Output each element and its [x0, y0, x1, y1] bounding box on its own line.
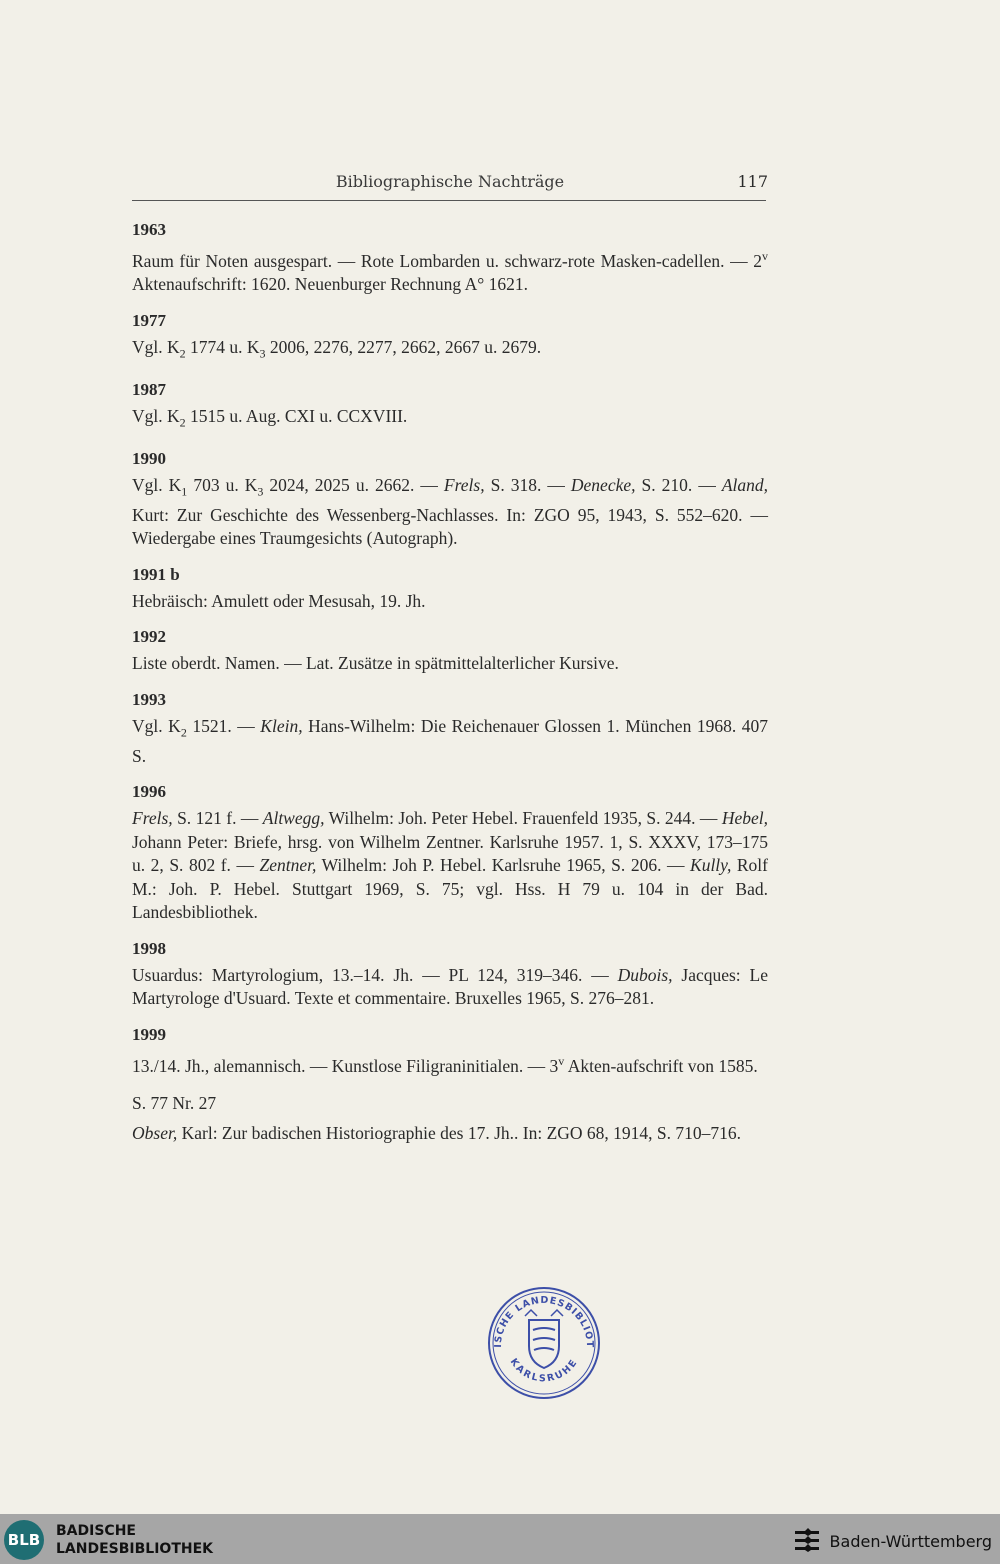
- addendum-text: [132, 1122, 768, 1146]
- header-title: Bibliographische Nachträge: [335, 172, 565, 191]
- text-run: Usuardus: Martyrologium, 13.–14. Jh. — PL 124, 319–346. —: [132, 964, 618, 985]
- addendum-heading: S. 77 Nr. 27: [132, 1093, 217, 1114]
- blb-logo-badge[interactable]: BLB: [4, 1520, 44, 1560]
- library-name-line1: BADISCHE: [56, 1523, 136, 1539]
- catalog-entry: [132, 939, 768, 1011]
- partner-name: Baden-Württemberg: [829, 1531, 992, 1551]
- author-name: Denecke,: [570, 474, 636, 495]
- svg-text:KARLSRUHE: [508, 1357, 581, 1385]
- text-run: Raum für Noten ausgespart. — Rote Lombarden u. schwarz-rote Masken-cadellen. — 2: [132, 250, 762, 271]
- script-mark: 3: [257, 484, 264, 499]
- header-rule: [132, 200, 766, 201]
- author-name: Dubois,: [617, 964, 673, 985]
- text-run: Akten-aufschrift von 1585.: [564, 1055, 758, 1076]
- entry-text: [132, 807, 768, 925]
- author-name: Klein,: [260, 715, 303, 736]
- catalog-entry: [132, 690, 768, 769]
- entry-number: 1991 b: [132, 564, 180, 584]
- author-name: Aland,: [721, 474, 769, 495]
- text-run: Hebräisch: Amulett oder Mesusah, 19. Jh.: [132, 590, 426, 611]
- text-run: Vgl. K: [132, 405, 180, 426]
- text-run: Vgl. K: [132, 336, 180, 357]
- text-run: Rolf M.: Joh. P. Hebel. Stuttgart 1969, S. 75; vgl. Hss. H 79 u. 104 in der Bad. Landesbibliothek.: [132, 855, 768, 923]
- text-run: Jacques: Le Martyrologe d'Usuard. Texte et commentaire. Bruxelles 1965, S. 276–281.: [132, 964, 768, 1009]
- text-run: Hans-Wilhelm: Die Reichenauer Glossen 1. München 1968. 407 S.: [132, 715, 769, 766]
- entry-number: 1996: [132, 782, 166, 802]
- entry-number: 1993: [132, 689, 166, 709]
- text-run: Karl: Zur badischen Historiographie des 17. Jh.. In: ZGO 68, 1914, S. 710–716.: [177, 1122, 742, 1143]
- entry-number: 1998: [132, 938, 166, 958]
- entry-text: [132, 715, 768, 769]
- text-run: 1774 u. K: [185, 336, 260, 357]
- entry-text: [132, 245, 768, 297]
- library-name[interactable]: [56, 1522, 213, 1558]
- catalog-entry: [132, 1025, 768, 1078]
- entry-number: 1990: [132, 448, 166, 468]
- text-run: 2006, 2276, 2277, 2662, 2667 u. 2679.: [265, 336, 542, 357]
- text-run: S. 210. —: [635, 474, 722, 495]
- text-run: Kurt: Zur Geschichte des Wessenberg-Nachlasses. In: ZGO 95, 1943, S. 552–620. — Wiedergabe eines Traumgesichts (Autograph).: [132, 504, 768, 549]
- entry-text: [132, 336, 768, 366]
- entry-text: [132, 652, 768, 676]
- entry-text: [132, 405, 768, 435]
- script-mark: v: [762, 249, 768, 263]
- entry-text: [132, 1050, 768, 1078]
- entry-number: 1992: [132, 627, 166, 647]
- catalog-entry: [132, 311, 768, 366]
- author-name: Zentner,: [259, 855, 317, 876]
- text-run: S. 121 f. —: [172, 808, 263, 829]
- catalog-entry: [132, 449, 768, 551]
- entry-number: 1963: [132, 220, 166, 239]
- author-name: Frels,: [443, 474, 485, 495]
- text-run: 13./14. Jh., alemannisch. — Kunstlose Filigraninitialen. — 3: [132, 1055, 559, 1076]
- author-name: Hebel,: [721, 808, 769, 829]
- text-run: Johann Peter: Briefe, hrsg. von Wilhelm Zentner. Karlsruhe 1957. 1, S. XXXV, 173–175 u. 2, S. 802 f. —: [132, 831, 768, 876]
- entry-text: [132, 474, 768, 551]
- catalog-entry: [132, 565, 768, 614]
- catalog-entry: [132, 380, 768, 435]
- running-header: [132, 172, 768, 196]
- text-run: Liste oberdt. Namen. — Lat. Zusätze in spätmittelalterlicher Kursive.: [132, 653, 619, 674]
- footer-bar: [0, 1514, 1000, 1564]
- text-run: S. 318. —: [484, 474, 571, 495]
- entry-number: 1977: [132, 310, 166, 330]
- catalog-entry: [132, 220, 768, 297]
- lions-icon: [792, 1526, 822, 1556]
- text-run: 1515 u. Aug. CXI u. CCXVIII.: [185, 405, 408, 426]
- text-run: Wilhelm: Joh P. Hebel. Karlsruhe 1965, S. 206. —: [316, 855, 691, 876]
- library-stamp-icon: [485, 1286, 603, 1400]
- addendum-entry: [132, 1092, 768, 1145]
- library-name-line2: LANDESBIBLIOTHEK: [56, 1541, 214, 1557]
- text-run: 2024, 2025 u. 2662. —: [263, 474, 444, 495]
- entry-number: 1987: [132, 379, 166, 399]
- script-mark: 2: [179, 415, 186, 430]
- text-run: 703 u. K: [187, 474, 258, 495]
- text-run: Vgl. K: [132, 474, 182, 495]
- page-number: 117: [737, 172, 768, 191]
- author-name: Frels,: [132, 808, 173, 829]
- author-name: Altwegg,: [262, 808, 325, 829]
- text-run: Vgl. K: [132, 715, 181, 736]
- author-name: Kully,: [690, 855, 732, 876]
- text-run: Wilhelm: Joh. Peter Hebel. Frauenfeld 1935, S. 244. —: [324, 808, 722, 829]
- text-run: Aktenaufschrift: 1620. Neuenburger Rechnung A° 1621.: [132, 274, 528, 295]
- script-mark: 2: [180, 725, 187, 740]
- bw-logo[interactable]: [792, 1526, 992, 1556]
- script-mark: 1: [181, 484, 188, 499]
- stamp-top-text: ISCHE LANDESBIBLIOT: [492, 1294, 596, 1349]
- stamp-bottom-text: KARLSRUHE: [507, 1356, 581, 1385]
- entry-number: 1999: [132, 1024, 166, 1044]
- entry-text: [132, 964, 768, 1011]
- entry-text: [132, 590, 768, 614]
- text-run: 1521. —: [186, 715, 261, 736]
- script-mark: 3: [259, 346, 266, 361]
- author-name: Obser,: [132, 1122, 178, 1143]
- catalog-entry: [132, 627, 768, 676]
- script-mark: v: [558, 1053, 565, 1068]
- catalog-entry: [132, 782, 768, 925]
- entry-list: [132, 220, 768, 1159]
- script-mark: 2: [179, 346, 186, 361]
